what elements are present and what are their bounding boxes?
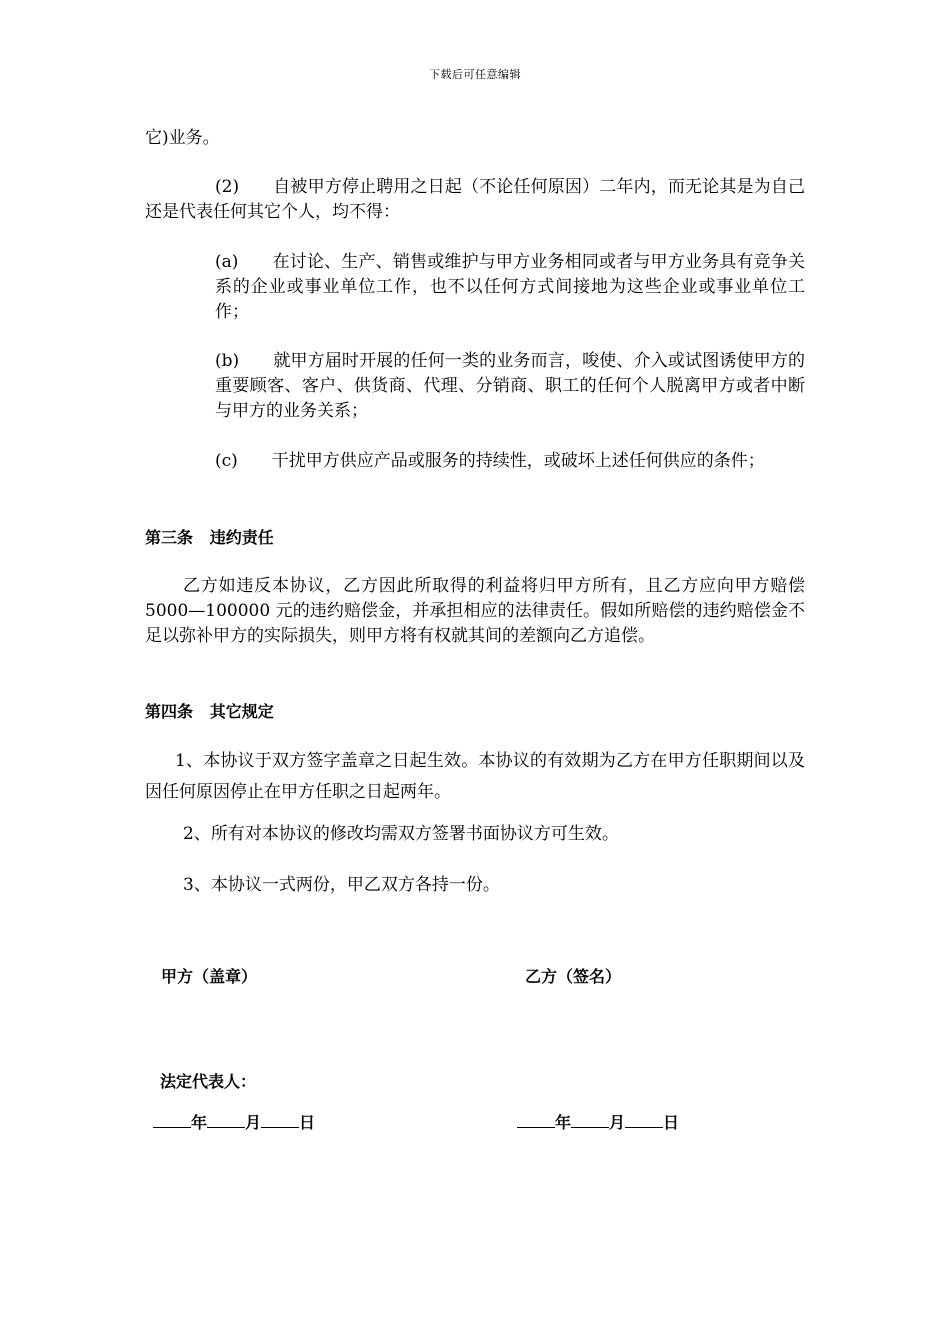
continued-paragraph: 它)业务。 bbox=[145, 128, 220, 148]
clause-b bbox=[215, 349, 805, 424]
day-blank[interactable] bbox=[261, 1113, 299, 1128]
party-a-date: 年 月 日 bbox=[153, 1110, 315, 1133]
month-blank[interactable] bbox=[207, 1113, 245, 1128]
article-4-item-3: 3、本协议一式两份，甲乙双方各持一份。 bbox=[183, 875, 500, 895]
clause-c bbox=[215, 449, 805, 474]
legal-representative-label: 法定代表人： bbox=[160, 1072, 257, 1091]
party-a-seal-label: 甲方（盖章） bbox=[161, 967, 258, 986]
year-blank[interactable] bbox=[153, 1113, 191, 1128]
clause-a-marker: (a) bbox=[215, 252, 239, 272]
article-3-title: 第三条 违约责任 bbox=[145, 528, 274, 547]
article-4-item-1: 1、本协议于双方签字盖章之日起生效。本协议的有效期为乙方在甲方任职期间以及因任何原因停止在甲方任职之日起两年。 bbox=[145, 751, 805, 802]
party-b-signature-label: 乙方（签名） bbox=[525, 967, 622, 986]
article-4-item-2: 2、所有对本协议的修改均需双方签署书面协议方可生效。 bbox=[183, 824, 619, 844]
month-blank[interactable] bbox=[571, 1113, 609, 1128]
clause-b-text: 就甲方届时开展的任何一类的业务而言，唆使、介入或试图诱使甲方的重要顾客、客户、供货商、代理、分销商、职工的任何个人脱离甲方或者中断与甲方的业务关系； bbox=[215, 351, 805, 421]
page-header: 下载后可任意编辑 bbox=[429, 68, 521, 81]
clause-a bbox=[215, 250, 805, 325]
article-4-title: 第四条 其它规定 bbox=[145, 702, 274, 721]
day-blank[interactable] bbox=[625, 1113, 663, 1128]
clause-2-marker: (2) bbox=[215, 177, 240, 197]
party-b-date: 年 月 日 bbox=[517, 1110, 679, 1133]
clause-c-marker: (c) bbox=[215, 451, 238, 471]
article-3-text: 乙方如违反本协议，乙方因此所取得的利益将归甲方所有，且乙方应向甲方赔偿 5000—100000 元的违约赔偿金，并承担相应的法律责任。假如所赔偿的违约赔偿金不足以弥补甲方的实际损失，则甲方将有权就其间的差额向乙方追偿。 bbox=[145, 576, 805, 646]
year-blank[interactable] bbox=[517, 1113, 555, 1128]
clause-2 bbox=[145, 175, 805, 225]
clause-2-text: 自被甲方停止聘用之日起（不论任何原因）二年内，而无论其是为自己还是代表任何其它个人，均不得： bbox=[145, 177, 805, 222]
clause-a-text: 在讨论、生产、销售或维护与甲方业务相同或者与甲方业务具有竞争关系的企业或事业单位工作，也不以任何方式间接地为这些企业或事业单位工作； bbox=[215, 252, 805, 322]
clause-b-marker: (b) bbox=[215, 351, 240, 371]
clause-c-text: 干扰甲方供应产品或服务的持续性，或破坏上述任何供应的条件； bbox=[271, 451, 765, 471]
